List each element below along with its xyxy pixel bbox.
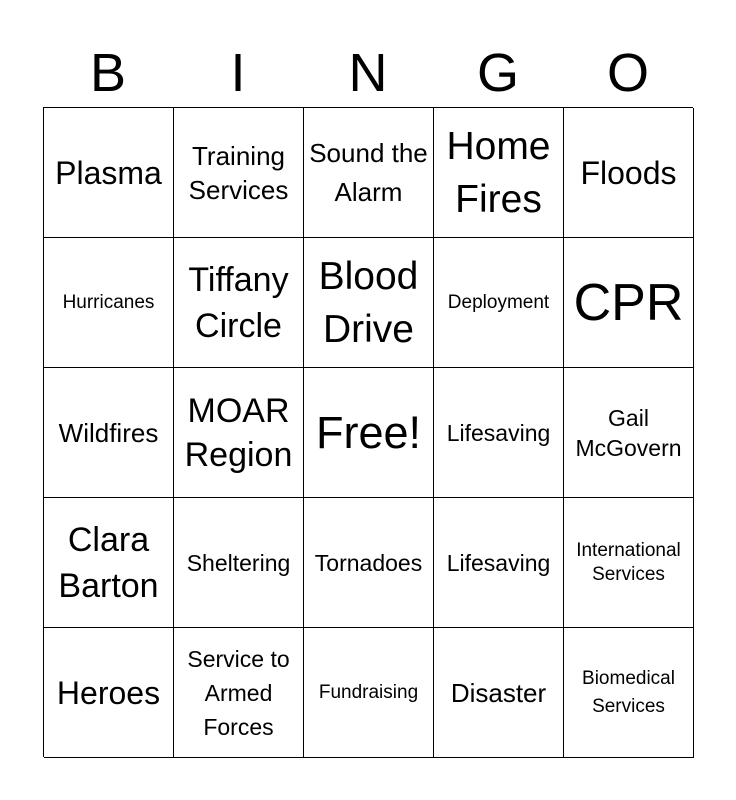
bingo-cell[interactable] [304, 108, 434, 238]
bingo-cell[interactable] [304, 368, 434, 498]
cell-text: Heroes [56, 674, 161, 711]
cell-text: Blood Drive [318, 254, 419, 351]
bingo-cell[interactable] [434, 238, 564, 368]
bingo-cell[interactable] [564, 238, 694, 368]
bingo-cell[interactable] [434, 628, 564, 758]
header-letter-o: O [606, 43, 649, 103]
cell-text: Disaster [450, 677, 547, 708]
cell-text: Training Services [188, 140, 289, 205]
cell-text: Floods [580, 154, 677, 191]
bingo-cell[interactable] [174, 368, 304, 498]
cell-text: Gail McGovern [575, 404, 682, 461]
bingo-cell[interactable] [44, 498, 174, 628]
bingo-cell[interactable] [44, 628, 174, 758]
bingo-cell[interactable] [434, 108, 564, 238]
cell-text: Sheltering [186, 549, 291, 576]
bingo-cell[interactable] [564, 498, 694, 628]
bingo-cell[interactable] [564, 368, 694, 498]
bingo-cell[interactable] [304, 628, 434, 758]
bingo-cell[interactable] [174, 108, 304, 238]
cell-text: MOAR Region [184, 391, 293, 474]
cell-text: Fundraising [318, 681, 419, 703]
bingo-grid [43, 107, 693, 757]
header-letter-b: B [89, 43, 127, 103]
bingo-cell[interactable] [174, 628, 304, 758]
cell-text: Home Fires [446, 124, 551, 221]
cell-text: CPR [573, 273, 684, 332]
bingo-cell[interactable] [564, 628, 694, 758]
cell-text: Plasma [55, 154, 162, 191]
cell-text: Clara Barton [58, 520, 159, 605]
bingo-cell[interactable] [434, 368, 564, 498]
cell-text: Wildfires [58, 417, 159, 448]
cell-text: Free! [315, 406, 422, 458]
cell-text: Tiffany Circle [188, 260, 289, 345]
header-letter-n: N [348, 43, 388, 103]
cell-text: Hurricanes [62, 291, 155, 313]
bingo-cell[interactable] [44, 238, 174, 368]
bingo-cell[interactable] [174, 498, 304, 628]
bingo-cell[interactable] [304, 238, 434, 368]
cell-text: Lifesaving [446, 419, 551, 446]
bingo-cell[interactable] [44, 368, 174, 498]
bingo-cell[interactable] [564, 108, 694, 238]
header-letter-i: I [230, 43, 246, 103]
cell-text: Service to Armed Forces [187, 645, 290, 740]
cell-text: Tornadoes [314, 549, 423, 576]
bingo-cell[interactable] [434, 498, 564, 628]
cell-text: Sound the Alarm [309, 137, 428, 207]
header-letter-g: G [476, 43, 519, 103]
cell-text: Biomedical Services [582, 667, 675, 717]
bingo-header [43, 38, 693, 108]
bingo-cell[interactable] [174, 238, 304, 368]
bingo-cell[interactable] [44, 108, 174, 238]
bingo-cell[interactable] [304, 498, 434, 628]
cell-text: International Services [576, 539, 681, 585]
cell-text: Lifesaving [446, 549, 551, 576]
cell-text: Deployment [447, 291, 550, 313]
